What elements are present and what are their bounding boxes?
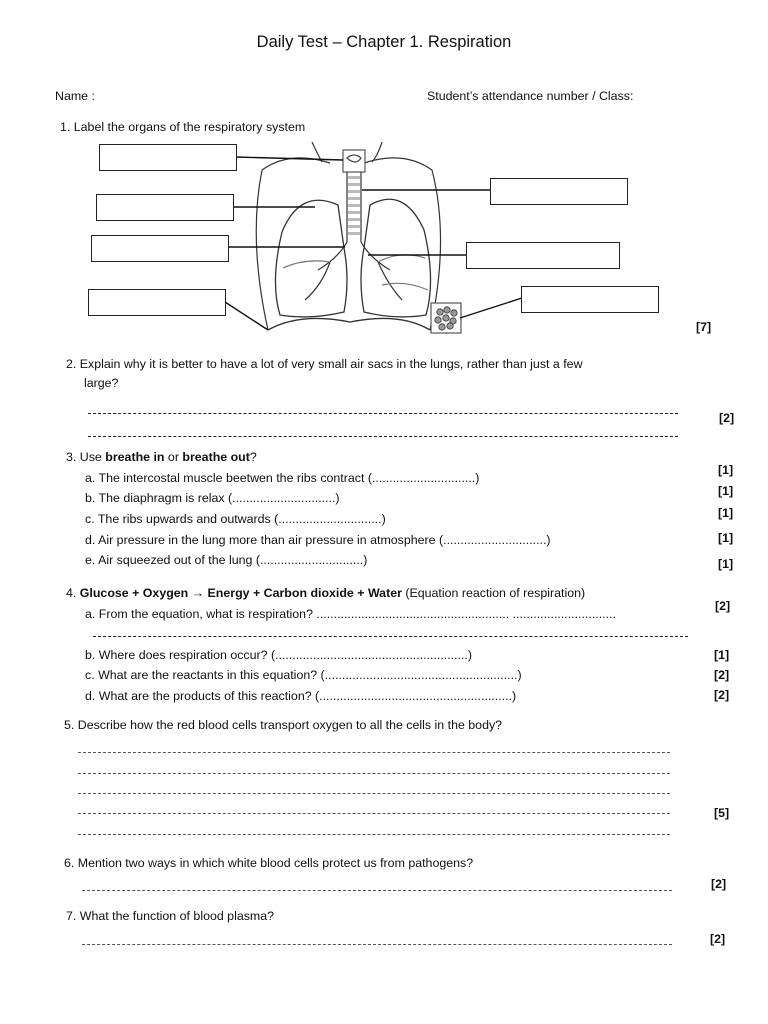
q3-item-c: c. The ribs upwards and outwards (..............................) — [85, 512, 386, 526]
q5-answer-line-5[interactable] — [78, 834, 670, 835]
q3-prefix: 3. Use — [66, 450, 106, 464]
q3-prompt — [66, 450, 257, 464]
label-box-larynx[interactable] — [99, 144, 237, 171]
label-box-diaphragm[interactable] — [88, 289, 226, 316]
label-box-bronchiole[interactable] — [466, 242, 620, 269]
label-box-trachea[interactable] — [490, 178, 628, 205]
label-box-alveoli[interactable] — [521, 286, 659, 313]
q3-mid: or — [164, 450, 183, 464]
q4-mark-d: [2] — [714, 688, 730, 702]
q4a-answer-line[interactable] — [93, 636, 688, 637]
q7-answer-line[interactable] — [82, 944, 672, 945]
q3-item-e: e. Air squeezed out of the lung (..............................) — [85, 553, 368, 567]
q4-item-d: d. What are the products of this reaction? (........................................................) — [85, 689, 517, 703]
q4-mark-c: [2] — [714, 668, 730, 682]
q5-answer-line-1[interactable] — [78, 752, 670, 753]
q4-mark-a: [2] — [715, 599, 731, 613]
page-title: Daily Test – Chapter 1. Respiration — [256, 33, 512, 51]
q3-mark-c: [1] — [718, 506, 734, 520]
q3-mark-d: [1] — [718, 531, 734, 545]
q5-answer-line-3[interactable] — [78, 793, 670, 794]
q4-item-c: c. What are the reactants in this equation? (........................................................) — [85, 668, 522, 682]
q2-text-line1: 2. Explain why it is better to have a lot of very small air sacs in the lungs, rather than just a few — [66, 357, 583, 371]
q4-equation-bold: Glucose + Oxygen → Energy + Carbon dioxide + Water — [79, 586, 402, 600]
q3-item-d: d. Air pressure in the lung more than air pressure in atmosphere (..............................) — [85, 533, 551, 547]
q5-text: 5. Describe how the red blood cells transport oxygen to all the cells in the body? — [64, 718, 503, 732]
q4-item-a: a. From the equation, what is respiration? ........................................................ .............................. — [85, 607, 616, 621]
q3-option-breathe-out: breathe out — [182, 450, 250, 464]
q2-mark: [2] — [719, 411, 735, 425]
q2-answer-line-2[interactable] — [88, 436, 678, 437]
q4-item-b: b. Where does respiration occur? (........................................................) — [85, 648, 472, 662]
q6-text: 6. Mention two ways in which white blood cells protect us from pathogens? — [64, 856, 474, 870]
q7-text: 7. What the function of blood plasma? — [66, 909, 275, 923]
q6-answer-line[interactable] — [82, 890, 672, 891]
name-label: Name : — [55, 89, 95, 103]
q3-mark-a: [1] — [718, 463, 734, 477]
q2-answer-line-1[interactable] — [88, 413, 678, 414]
q4-equation-note: (Equation reaction of respiration) — [401, 586, 586, 600]
q4-mark-b: [1] — [714, 648, 730, 662]
q4-number: 4. — [66, 586, 80, 600]
q3-mark-e: [1] — [718, 557, 734, 571]
q3-item-a: a. The intercostal muscle beetwen the ribs contract (..............................) — [85, 471, 480, 485]
q5-mark: [5] — [714, 806, 730, 820]
q1-prompt: 1. Label the organs of the respiratory system — [60, 120, 306, 134]
label-box-bronchus[interactable] — [91, 235, 229, 262]
attendance-label: Student’s attendance number / Class: — [427, 89, 634, 103]
label-box-left-lung[interactable] — [96, 194, 234, 221]
q3-option-breathe-in: breathe in — [105, 450, 165, 464]
q2-text-line2: large? — [84, 376, 119, 390]
q4-equation — [66, 586, 585, 600]
q6-mark: [2] — [711, 877, 727, 891]
q5-answer-line-4[interactable] — [78, 813, 670, 814]
q5-answer-line-2[interactable] — [78, 773, 670, 774]
q1-mark: [7] — [696, 320, 712, 334]
q3-mark-b: [1] — [718, 484, 734, 498]
q7-mark: [2] — [710, 932, 726, 946]
q3-suffix: ? — [249, 450, 257, 464]
q3-item-b: b. The diaphragm is relax (..............................) — [85, 491, 340, 505]
